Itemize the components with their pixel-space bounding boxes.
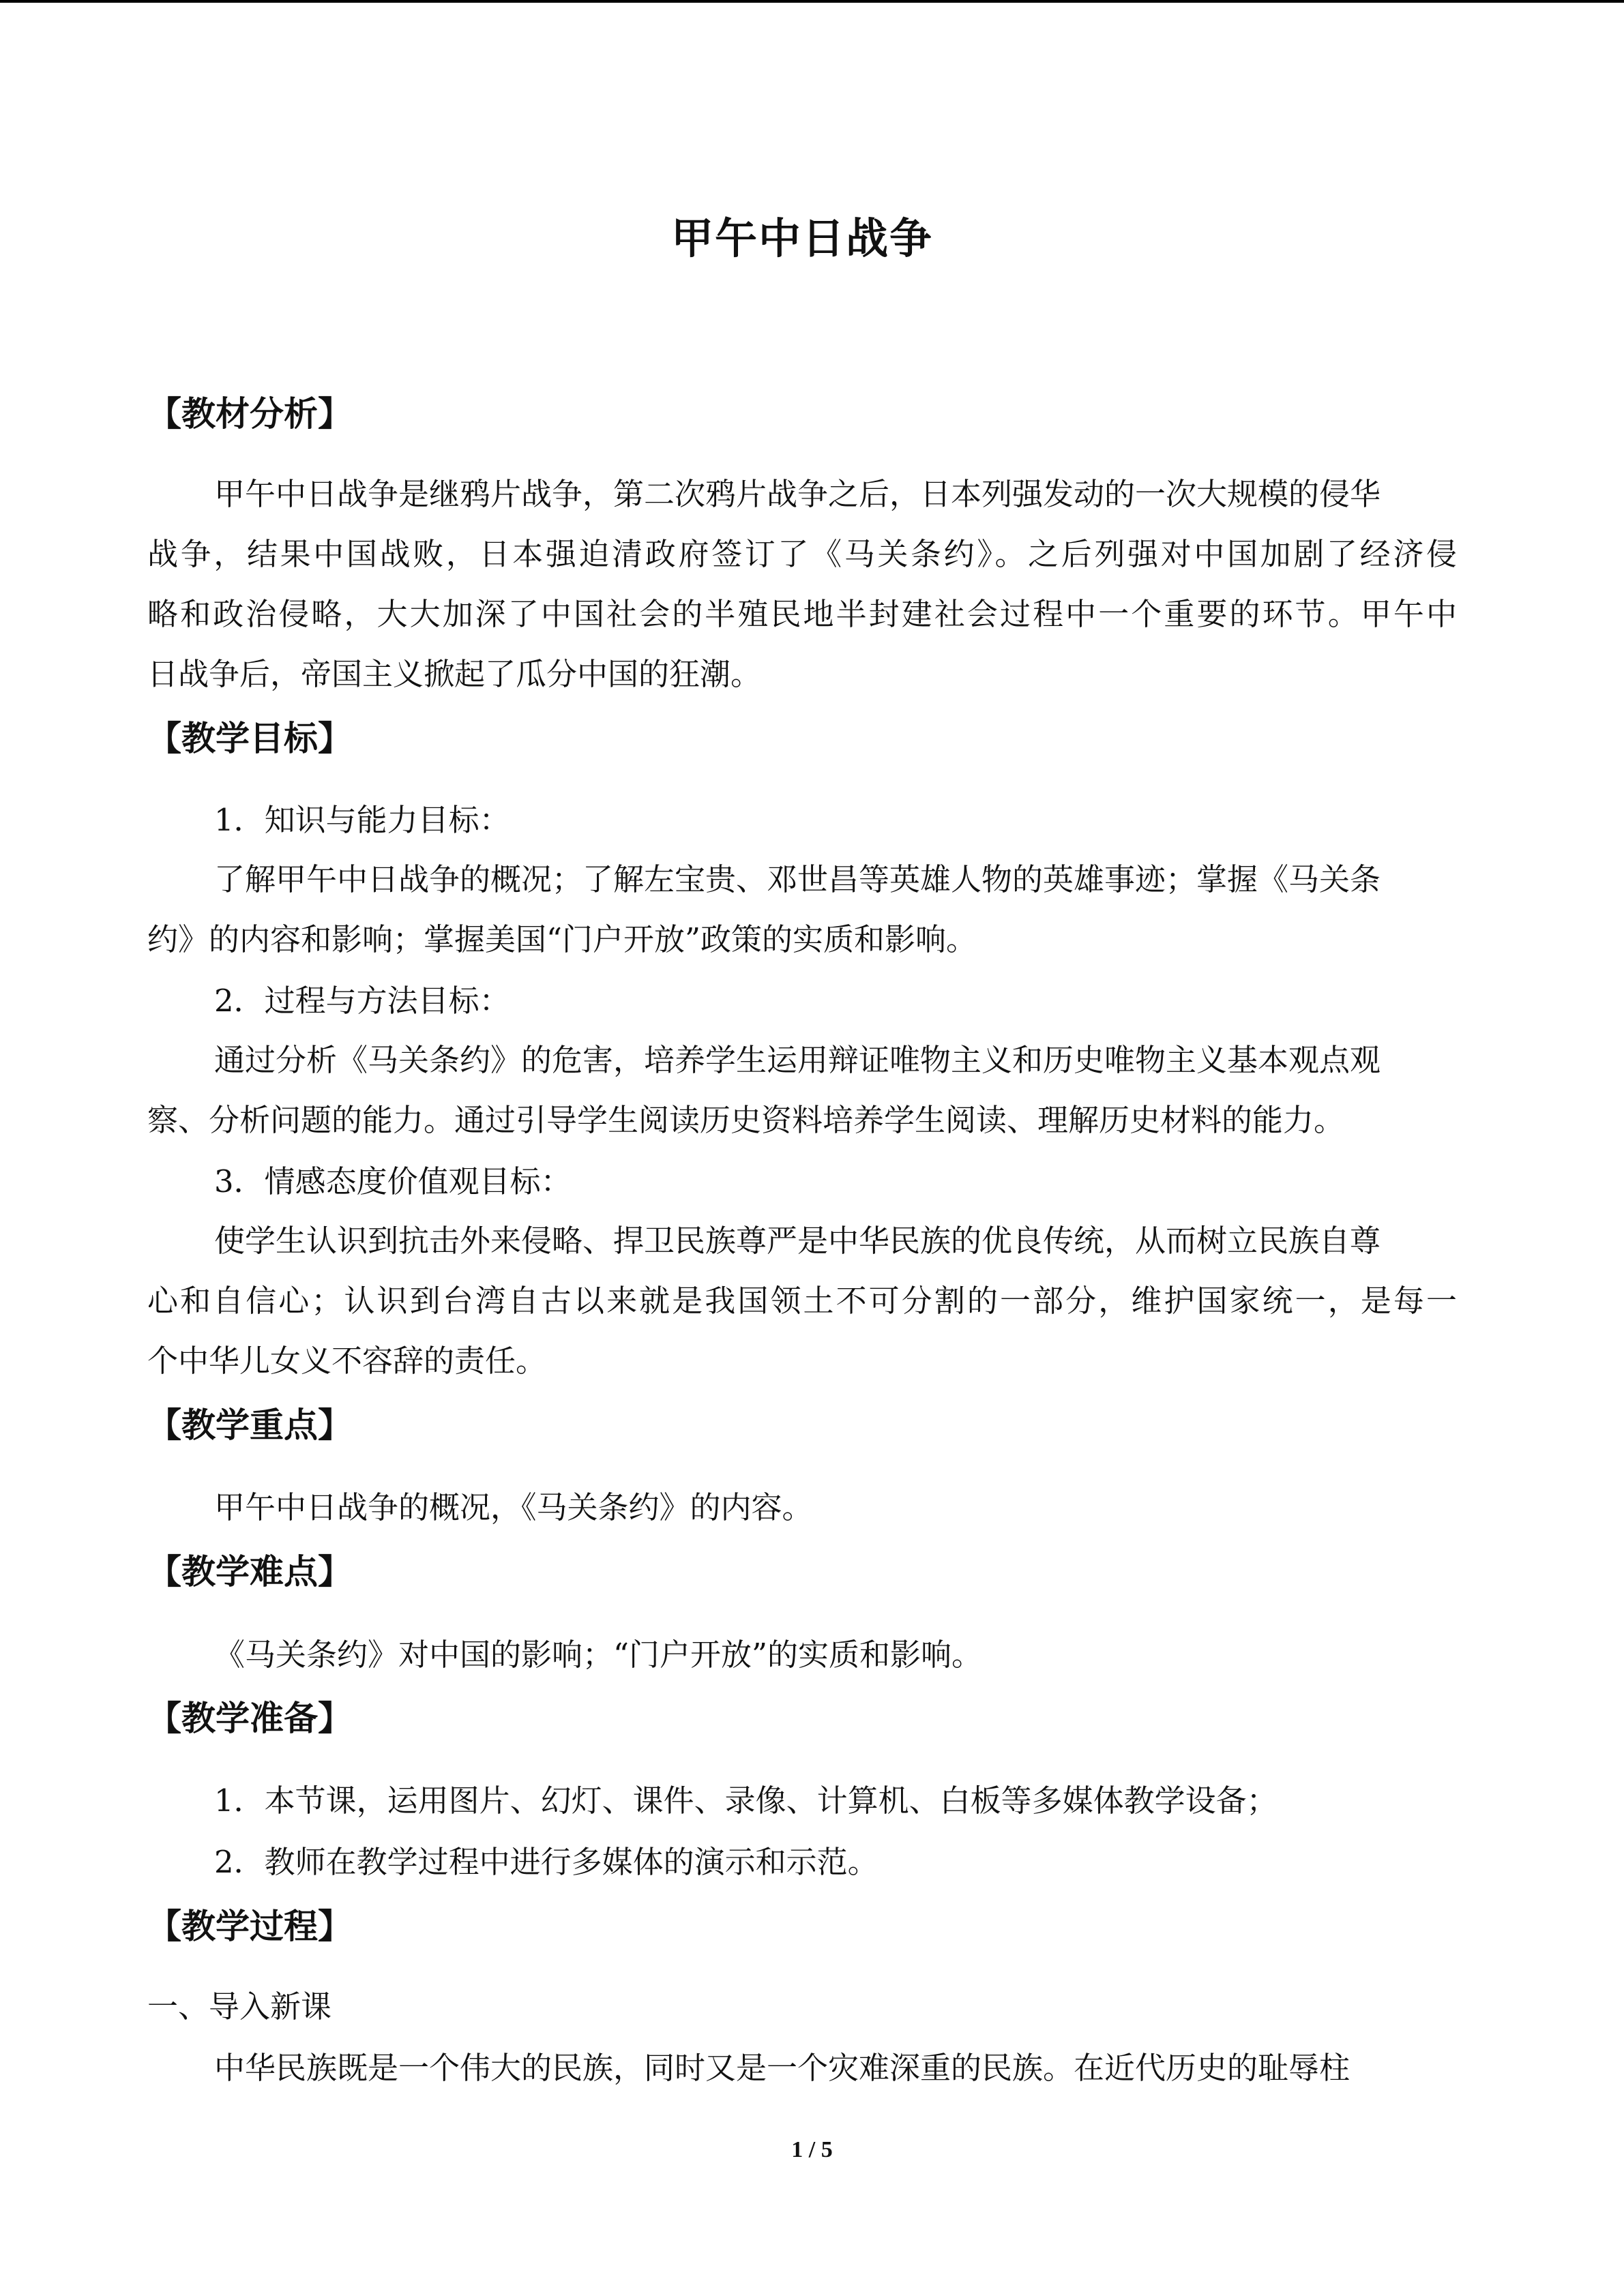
paragraph-line: 察、分析问题的能力。通过引导学生阅读历史资料培养学生阅读、理解历史材料的能力。	[147, 1102, 1345, 1138]
section-heading-preparation: 【教学准备】	[147, 1698, 352, 1738]
document-title: 甲午中日战争	[670, 213, 933, 263]
paragraph-line: 通过分析《马关条约》的危害，培养学生运用辩证唯物主义和历史唯物主义基本观点观	[214, 1042, 1381, 1078]
paragraph-line: 个中华儿女义不容辞的责任。	[147, 1343, 547, 1379]
paragraph-line: 略和政治侵略，大大加深了中国社会的半殖民地半封建社会过程中一个重要的环节。甲午中	[147, 596, 1457, 632]
section-heading-process: 【教学过程】	[147, 1906, 352, 1946]
list-item: 1．本节课，运用图片、幻灯、课件、录像、计算机、白板等多媒体教学设备；	[214, 1783, 1278, 1819]
subsection-heading: 一、导入新课	[147, 1988, 332, 2025]
list-item-label: 3．情感态度价值观目标：	[214, 1163, 572, 1199]
paragraph-line: 战争，结果中国战败，日本强迫清政府签订了《马关条约》。之后列强对中国加剧了经济侵	[147, 536, 1457, 572]
paragraph-line: 中华民族既是一个伟大的民族，同时又是一个灾难深重的民族。在近代历史的耻辱柱	[214, 2050, 1350, 2086]
paragraph-line: 《马关条约》对中国的影响；“门户开放”的实质和影响。	[214, 1637, 983, 1673]
top-border-line	[0, 0, 1624, 3]
paragraph-line: 甲午中日战争是继鸦片战争，第二次鸦片战争之后，日本列强发动的一次大规模的侵华	[214, 476, 1381, 512]
paragraph-line: 甲午中日战争的概况，《马关条约》的内容。	[214, 1489, 813, 1525]
paragraph-line: 使学生认识到抗击外来侵略、捍卫民族尊严是中华民族的优良传统，从而树立民族自尊	[214, 1223, 1381, 1259]
section-heading-key-points: 【教学重点】	[147, 1405, 352, 1445]
paragraph-line: 心和自信心；认识到台湾自古以来就是我国领土不可分割的一部分，维护国家统一，是每一	[147, 1283, 1457, 1319]
paragraph-line: 日战争后，帝国主义掀起了瓜分中国的狂潮。	[147, 656, 762, 692]
list-item-label: 2．过程与方法目标：	[214, 983, 510, 1019]
paragraph-line: 了解甲午中日战争的概况；了解左宝贵、邓世昌等英雄人物的英雄事迹；掌握《马关条	[214, 861, 1381, 897]
section-heading-difficulties: 【教学难点】	[147, 1551, 352, 1592]
section-heading-analysis: 【教材分析】	[147, 393, 352, 434]
page-number: 1 / 5	[791, 2137, 833, 2162]
list-item-label: 1．知识与能力目标：	[214, 802, 510, 838]
paragraph-line: 约》的内容和影响；掌握美国“门户开放”政策的实质和影响。	[147, 921, 977, 957]
section-heading-goals: 【教学目标】	[147, 718, 352, 758]
list-item: 2．教师在教学过程中进行多媒体的演示和示范。	[214, 1844, 879, 1880]
